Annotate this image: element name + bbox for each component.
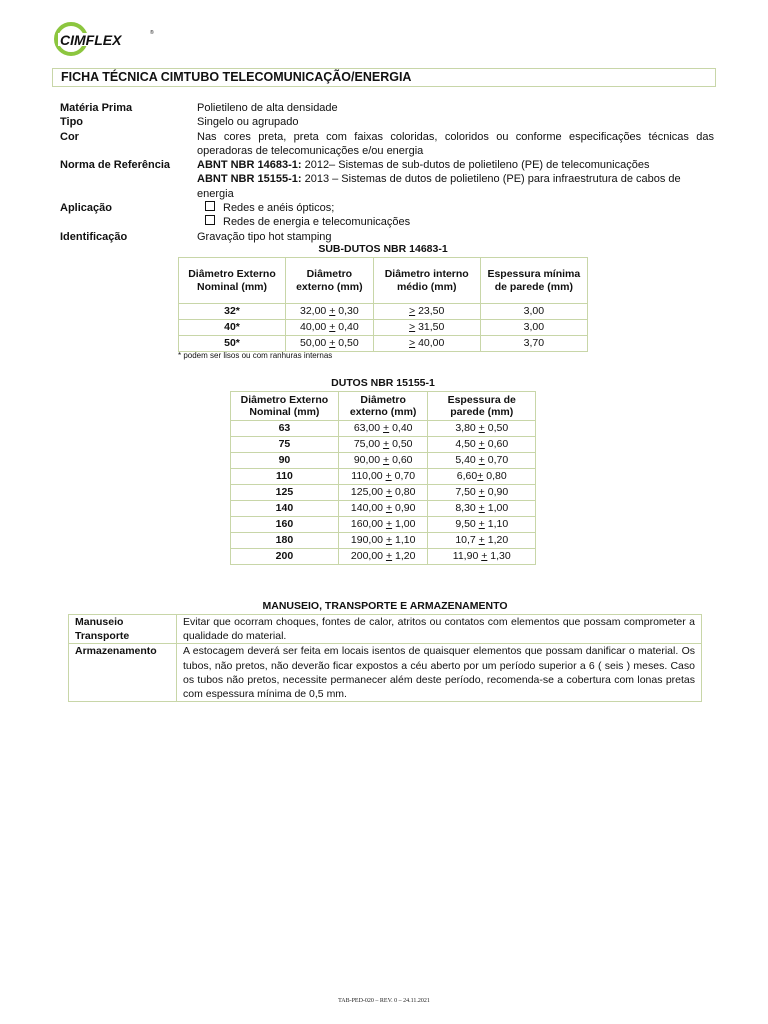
table-cell: 4,50 + 0,60: [428, 437, 536, 453]
checkbox-icon: [205, 201, 215, 211]
checklist-item: [197, 215, 714, 229]
spec-cor: [60, 130, 714, 159]
page-title: FICHA TÉCNICA CIMTUBO TELECOMUNICAÇÃO/ENERGIA: [52, 68, 716, 87]
cimflex-logo: [54, 18, 166, 60]
table-cell: 8,30 + 1,00: [428, 501, 536, 517]
subdutos-caption: SUB-DUTOS NBR 14683-1: [318, 243, 448, 255]
table-cell: 6,60+ 0,80: [428, 469, 536, 485]
svg-text:CIMFLEX: CIMFLEX: [60, 32, 122, 48]
norma-code: ABNT NBR 15155-1:: [197, 173, 302, 186]
table-cell: 180: [231, 533, 339, 549]
table-cell: 63: [231, 421, 339, 437]
table-row: [69, 615, 702, 644]
spec-value: Nas cores preta, preta com faixas coloridas, coloridos ou conforme especificações técnicas das operadoras de telecomunicações e/ou energia: [197, 130, 714, 157]
spec-aplicacao: [60, 201, 714, 230]
spec-value: [197, 158, 714, 201]
row-label: Manuseio Transporte: [69, 615, 177, 644]
table-cell: 160: [231, 517, 339, 533]
row-text: A estocagem deverá ser feita em locais isentos de quaisquer elementos que possam danificar o material. Os tubos, não pretos, não deverão ficar expostos a céu aberto por um período superior a 6 ( seis ) meses. Caso os tubos não pretos, necessite permanecer além deste período, recomenda-se a cobertura com lonas pretas com espessura mínima de 0,5 mm.: [177, 644, 702, 702]
table-row: [69, 644, 702, 702]
table-row: [231, 421, 536, 437]
norma-line-1: [197, 158, 714, 172]
table-cell: 125,00 + 0,80: [338, 485, 428, 501]
row-text: Evitar que ocorram choques, fontes de calor, atritos ou contatos com elementos que possam comprometer a qualidade do material.: [177, 615, 702, 644]
table-cell: 140: [231, 501, 339, 517]
dutos-table: [230, 391, 536, 565]
column-header: Espessura mínima de parede (mm): [480, 258, 587, 304]
table-cell: 3,70: [480, 336, 587, 352]
column-header: Diâmetro externo (mm): [338, 392, 428, 421]
spec-value: Singelo ou agrupado: [197, 116, 299, 129]
column-header: Diâmetro Externo Nominal (mm): [179, 258, 286, 304]
spec-value: Polietileno de alta densidade: [197, 102, 338, 114]
spec-label: Matéria Prima: [60, 102, 133, 114]
table-cell: > 23,50: [373, 304, 480, 320]
dutos-caption: DUTOS NBR 15155-1: [331, 377, 435, 389]
spec-value: [197, 201, 714, 230]
table-cell: 10,7 + 1,20: [428, 533, 536, 549]
svg-text:®: ®: [150, 30, 154, 36]
footnote: * podem ser lisos ou com ranhuras internas: [178, 351, 333, 360]
spec-materia-prima: [60, 101, 714, 115]
table-row: [231, 501, 536, 517]
norma-text: 2013 – Sistemas de dutos de polietileno (PE) para infraestrutura de cabos de energia: [197, 173, 681, 200]
table-cell: 3,00: [480, 320, 587, 336]
spec-norma: [60, 158, 714, 201]
table-cell: 160,00 + 1,00: [338, 517, 428, 533]
table-row: [231, 549, 536, 565]
norma-code: ABNT NBR 14683-1:: [197, 159, 302, 172]
table-cell: 50,00 + 0,50: [285, 336, 373, 352]
table-cell: 110,00 + 0,70: [338, 469, 428, 485]
table-cell: 50*: [179, 336, 286, 352]
table-cell: 90,00 + 0,60: [338, 453, 428, 469]
table-cell: 90: [231, 453, 339, 469]
table-cell: > 31,50: [373, 320, 480, 336]
norma-line-2: [197, 172, 714, 201]
table-cell: 5,40 + 0,70: [428, 453, 536, 469]
table-cell: > 40,00: [373, 336, 480, 352]
spec-label: Cor: [60, 130, 79, 143]
table-cell: 140,00 + 0,90: [338, 501, 428, 517]
manuseio-table: [68, 614, 702, 702]
table-cell: 40*: [179, 320, 286, 336]
checklist-label: Redes de energia e telecomunicações: [223, 216, 411, 229]
table-row: [231, 533, 536, 549]
spec-value: Gravação tipo hot stamping: [197, 230, 332, 243]
table-cell: 3,80 + 0,50: [428, 421, 536, 437]
spec-label: Tipo: [60, 116, 84, 129]
table-row: [179, 304, 588, 320]
table-header-row: [231, 392, 536, 421]
manuseio-caption: MANUSEIO, TRANSPORTE E ARMAZENAMENTO: [262, 600, 508, 612]
table-cell: 110: [231, 469, 339, 485]
table-cell: 3,00: [480, 304, 587, 320]
table-cell: 32,00 + 0,30: [285, 304, 373, 320]
table-row: [179, 320, 588, 336]
row-label: Armazenamento: [69, 644, 177, 702]
spec-label: Identificação: [60, 230, 128, 243]
table-row: [231, 453, 536, 469]
checkbox-icon: [205, 215, 215, 225]
subdutos-table: [178, 257, 588, 352]
table-cell: 75,00 + 0,50: [338, 437, 428, 453]
document-footer: TAB-PED-020 – REV. 0 – 24.11.2021: [338, 998, 430, 1004]
table-cell: 190,00 + 1,10: [338, 533, 428, 549]
table-cell: 7,50 + 0,90: [428, 485, 536, 501]
spec-identificacao: [60, 230, 714, 244]
spec-tipo: [60, 115, 714, 129]
column-header: Espessura de parede (mm): [428, 392, 536, 421]
checklist-label: Redes e anéis ópticos;: [223, 202, 335, 215]
column-header: Diâmetro externo (mm): [285, 258, 373, 304]
table-cell: 125: [231, 485, 339, 501]
column-header: Diâmetro interno médio (mm): [373, 258, 480, 304]
table-row: [231, 485, 536, 501]
table-row: [231, 437, 536, 453]
spec-label: Aplicação: [60, 202, 112, 215]
table-row: [231, 517, 536, 533]
table-row: [231, 469, 536, 485]
table-cell: 75: [231, 437, 339, 453]
table-cell: 9,50 + 1,10: [428, 517, 536, 533]
table-cell: 63,00 + 0,40: [338, 421, 428, 437]
checklist-item: [197, 201, 714, 215]
table-cell: 11,90 + 1,30: [428, 549, 536, 565]
column-header: Diâmetro Externo Nominal (mm): [231, 392, 339, 421]
table-header-row: [179, 258, 588, 304]
table-row: [179, 336, 588, 352]
spec-list: [60, 101, 714, 244]
table-cell: 200: [231, 549, 339, 565]
table-cell: 32*: [179, 304, 286, 320]
table-cell: 40,00 + 0,40: [285, 320, 373, 336]
table-cell: 200,00 + 1,20: [338, 549, 428, 565]
spec-label: Norma de Referência: [60, 159, 171, 172]
norma-text: 2012– Sistemas de sub-dutos de polietileno (PE) de telecomunicações: [301, 159, 650, 172]
